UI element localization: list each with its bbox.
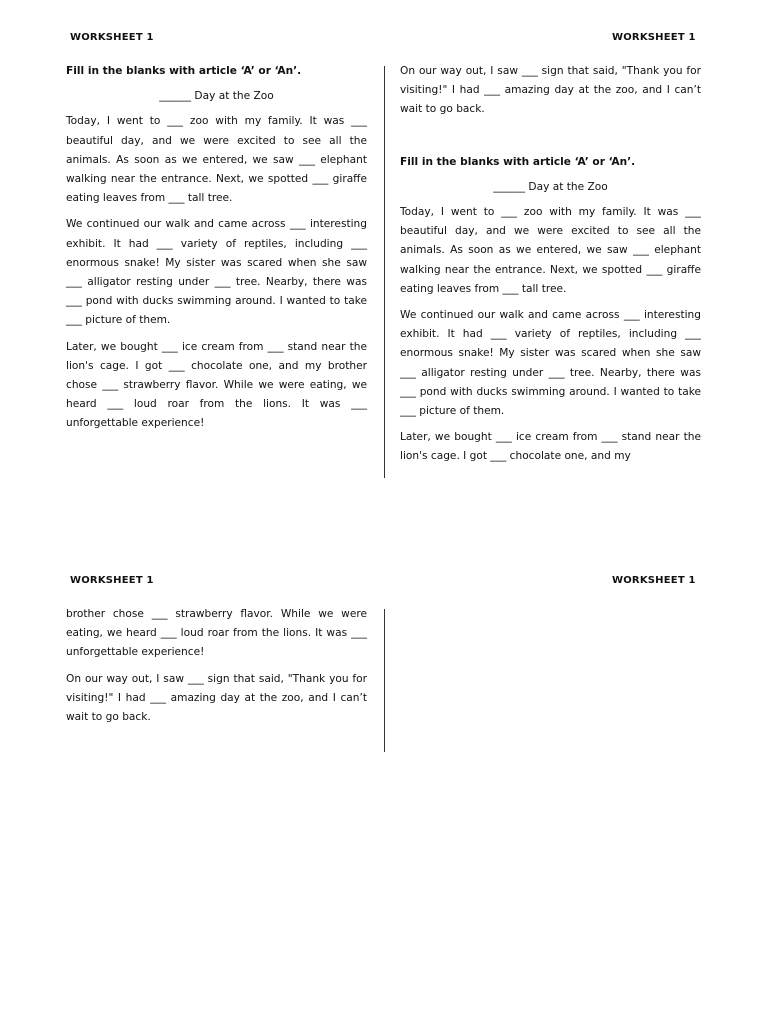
page1-header-right: WORKSHEET 1 (612, 32, 696, 43)
worksheet-title: ______ Day at the Zoo (493, 180, 608, 193)
page1-right-column (400, 62, 701, 472)
page1-column-divider (384, 66, 385, 478)
paragraph-3: Later, we bought ___ ice cream from ___ stand near the lion's cage. I got ___ chocolate one, and my brother chose ___ strawberry flavor. While we were eating, we heard ___ loud roar from the lions. It was ___ unforgettable experience! (66, 340, 367, 430)
page1-left-column (66, 62, 367, 441)
instruction-heading: Fill in the blanks with article ‘A’ or ‘An’. (400, 155, 636, 168)
paragraph-4: On our way out, I saw ___ sign that said, "Thank you for visiting!" I had ___ amazing day at the zoo, and I can’t wait to go back. (66, 672, 367, 724)
paragraph-1: Today, I went to ___ zoo with my family. It was ___ beautiful day, and we were excited to see all the animals. As soon as we entered, we saw ___ elephant walking near the entrance. Next, we spotted ___ giraffe eating leaves from ___ tall tree. (66, 115, 367, 205)
page2-header-right: WORKSHEET 1 (612, 575, 696, 586)
paragraph-2: We continued our walk and came across ___ interesting exhibit. It had ___ variety of reptiles, including ___ enormous snake! My sister was scared when she saw ___ alligator resting under ___ tree. Nearby, there was ___ pond with ducks swimming around. I wanted to take ___ picture of them. (66, 218, 367, 327)
paragraph-3-part-1: Later, we bought ___ ice cream from ___ stand near the lion's cage. I got ___ chocolate one, and my (400, 431, 701, 463)
paragraph-2: We continued our walk and came across ___ interesting exhibit. It had ___ variety of reptiles, including ___ enormous snake! My sister was scared when she saw ___ alligator resting under ___ tree. Nearby, there was ___ pond with ducks swimming around. I wanted to take ___ picture of them. (400, 309, 701, 418)
page2-column-divider (384, 609, 385, 752)
paragraph-1: Today, I went to ___ zoo with my family. It was ___ beautiful day, and we were excited to see all the animals. As soon as we entered, we saw ___ elephant walking near the entrance. Next, we spotted ___ giraffe eating leaves from ___ tall tree. (400, 206, 701, 295)
instruction-heading: Fill in the blanks with article ‘A’ or ‘An’. (66, 65, 302, 77)
paragraph-4: On our way out, I saw ___ sign that said, "Thank you for visiting!" I had ___ amazing day at the zoo, and I can’t wait to go back. (400, 65, 701, 116)
page1-header-left: WORKSHEET 1 (70, 32, 154, 43)
paragraph-3-part-2: brother chose ___ strawberry flavor. While we were eating, we heard ___ loud roar from the lions. It was ___ unforgettable experience! (66, 608, 367, 659)
page2-left-column (66, 605, 367, 734)
worksheet-title: ______ Day at the Zoo (159, 90, 274, 103)
page2-header-left: WORKSHEET 1 (70, 575, 154, 586)
